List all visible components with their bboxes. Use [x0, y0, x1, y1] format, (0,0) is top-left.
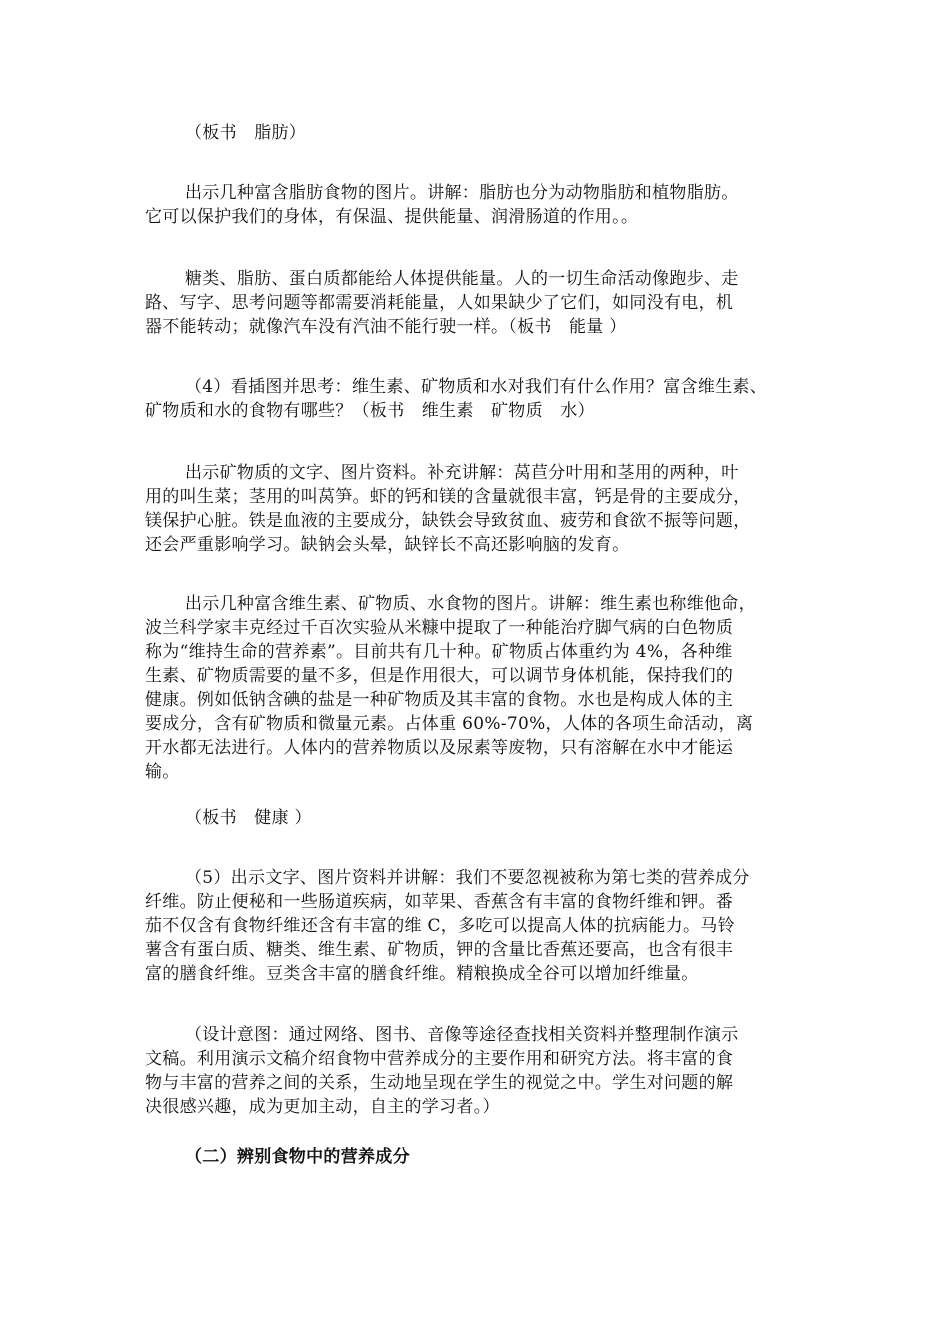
text-line: （板书 脂肪）: [185, 123, 307, 143]
text-line: （设计意图：通过网络、图书、音像等途径查找相关资料并整理制作演示: [185, 1025, 739, 1045]
heading-text: （二）辨别食物中的营养成分: [185, 1147, 410, 1167]
text-line: 还会严重影响学习。缺钠会头晕，缺锌长不高还影响脑的发育。: [145, 535, 630, 555]
text-line: 文稿。利用演示文稿介绍食物中营养成分的主要作用和研究方法。将丰富的食: [145, 1049, 734, 1069]
paragraph-energy: [145, 267, 815, 339]
paragraph-minerals: [145, 461, 815, 557]
text-line: 健康。例如低钠含碘的盐是一种矿物质及其丰富的食物。水也是构成人体的主: [145, 690, 734, 710]
text-line: 出示几种富含脂肪食物的图片。讲解：脂肪也分为动物脂肪和植物脂肪。: [185, 183, 739, 203]
paragraph-question-4: [145, 375, 815, 423]
text-line: （5）出示文字、图片资料并讲解：我们不要忽视被称为第七类的营养成分: [185, 868, 750, 888]
text-line: 镁保护心脏。铁是血液的主要成分，缺铁会导致贫血、疲劳和食欲不振等问题，: [145, 511, 751, 531]
paragraph-blackboard-fat: [145, 121, 815, 145]
text-line: 矿物质和水的食物有哪些？（板书 维生素 矿物质 水）: [145, 401, 595, 421]
text-line: 纤维。防止便秘和一些肠道疾病，如苹果、香蕉含有丰富的食物纤维和钾。番: [145, 892, 734, 912]
text-line: 决很感兴趣，成为更加主动，自主的学习者。）: [145, 1097, 500, 1117]
text-line: 出示矿物质的文字、图片资料。补充讲解：莴苣分叶用和茎用的两种，叶: [185, 463, 739, 483]
text-line: 称为“维持生命的营养素”。目前共有几十种。矿物质占体重约为 4%，各种维: [145, 642, 733, 662]
text-line: 出示几种富含维生素、矿物质、水食物的图片。讲解：维生素也称维他命，: [185, 594, 756, 614]
paragraph-fiber: [145, 866, 815, 986]
text-line: 器不能转动；就像汽车没有汽油不能行驶一样。（板书 能量 ）: [145, 317, 627, 337]
paragraph-blackboard-health: [145, 806, 815, 830]
text-line: 茄不仅含有食物纤维还含有丰富的维 C，多吃可以提高人体的抗病能力。马铃: [145, 916, 735, 936]
paragraph-fat-explanation: [145, 181, 815, 229]
text-line: 用的叫生菜；茎用的叫莴笋。虾的钙和镁的含量就很丰富，钙是骨的主要成分，: [145, 487, 751, 507]
text-line: 糖类、脂肪、蛋白质都能给人体提供能量。人的一切生命活动像跑步、走: [185, 269, 739, 289]
section-heading: [145, 1145, 815, 1169]
text-line: 开水都无法进行。人体内的营养物质以及尿素等废物，只有溶解在水中才能运: [145, 738, 734, 758]
text-line: 物与丰富的营养之间的关系，生动地呈现在学生的视觉之中。学生对问题的解: [145, 1073, 734, 1093]
text-line: 薯含有蛋白质、糖类、维生素、矿物质，钾的含量比香蕉还要高，也含有很丰: [145, 940, 734, 960]
text-line: （4）看插图并思考：维生素、矿物质和水对我们有什么作用？富含维生素、: [185, 377, 768, 397]
text-line: （板书 健康 ）: [185, 808, 312, 828]
text-line: 波兰科学家丰克经过千百次实验从米糠中提取了一种能治疗脚气病的白色物质: [145, 618, 734, 638]
text-line: 输。: [145, 762, 180, 782]
text-line: 富的膳食纤维。豆类含丰富的膳食纤维。精粮换成全谷可以增加纤维量。: [145, 964, 699, 984]
paragraph-vitamins-water: [145, 592, 815, 784]
text-line: 路、写字、思考问题等都需要消耗能量，人如果缺少了它们，如同没有电，机: [145, 293, 734, 313]
text-line: 生素、矿物质需要的量不多，但是作用很大，可以调节身体机能，保持我们的: [145, 666, 734, 686]
text-line: 它可以保护我们的身体，有保温、提供能量、润滑肠道的作用。。: [145, 207, 639, 227]
paragraph-design-intent: [145, 1023, 815, 1119]
text-line: 要成分，含有矿物质和微量元素。占体重 60%-70%，人体的各项生命活动，离: [145, 714, 754, 734]
